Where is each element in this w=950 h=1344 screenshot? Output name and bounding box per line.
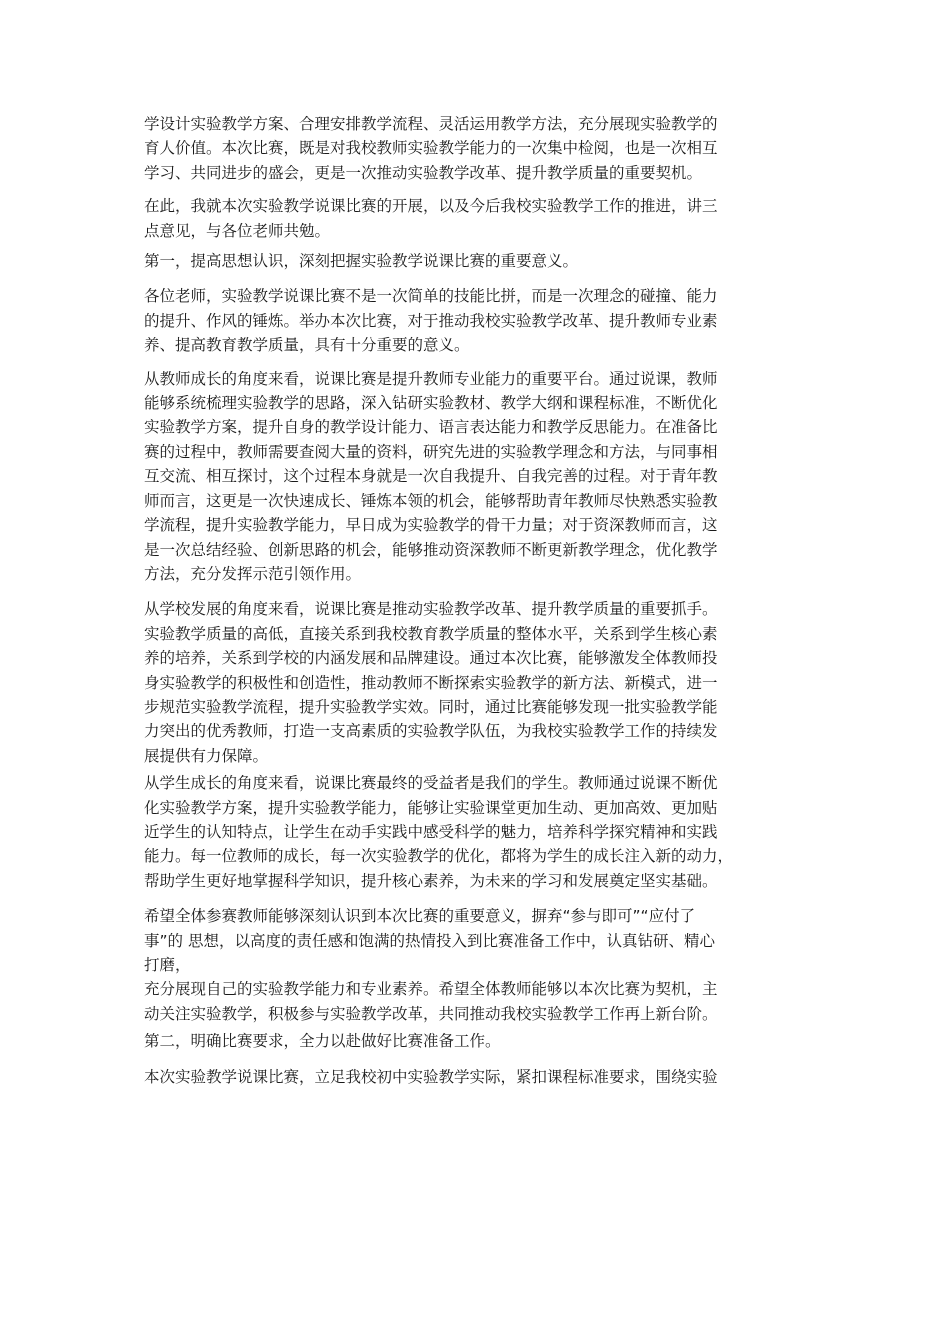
- paragraph-teacher-growth: 从教师成长的角度来看，说课比赛是提升教师专业能力的重要平台。通过说课，教师 能够系统梳理实验教学的思路，深入钻研实验教材、教学大纲和课程标准，不断优化 实验教学方案，提升自身的教学设计能力、语言表达能力和教学反思能力。在准备比 赛的过程中，教师需要查阅大量的资料，研究先进的实验教学理念和方法，与同事相 互交流、相互探讨，这个过程本身就是一次自我提升、自我完善的过程。对于青年教 师而言，这更是一次快速成长、锤炼本领的机会，能够帮助青年教师尽快熟悉实验教 学流程，提升实验教学能力，早日成为实验教学的骨干力量；对于资深教师而言，这 是一次总结经验、创新思路的机会，能够推动资深教师不断更新教学理念，优化教学 方法，充分发挥示范引领作用。: [144, 369, 718, 583]
- paragraph-significance: 各位老师，实验教学说课比赛不是一次简单的技能比拼，而是一次理念的碰撞、能力 的提升、作风的锤炼。举办本次比赛，对于推动我校实验教学改革、提升教师专业素 养、提高教育教学质量，具有十分重要的意义。: [144, 287, 718, 355]
- paragraph-student-growth: 从学生成长的角度来看，说课比赛最终的受益者是我们的学生。教师通过说课不断优 化实验教学方案，提升实验教学能力，能够让实验课堂更加生动、更加高效、更加贴 近学生的认知特点，让学生在动手实践中感受科学的魅力，培养科学探究精神和实践 能力。每一位教师的成长，每一次实验教学的优化，都将为学生的成长注入新的动力， 帮助学生更好地掌握科学知识，提升核心素养，为未来的学习和发展奠定坚实基础。: [144, 774, 734, 890]
- paragraph-intro: 在此，我就本次实验教学说课比赛的开展，以及今后我校实验教学工作的推进，讲三 点意见，与各位老师共勉。: [144, 197, 718, 240]
- paragraph-competition-basis: 本次实验教学说课比赛，立足我校初中实验教学实际，紧扣课程标准要求，围绕实验: [144, 1067, 718, 1086]
- section-heading-second: 第二，明确比赛要求，全力以赴做好比赛准备工作。: [144, 1032, 501, 1051]
- paragraph-opening-continuation: 学设计实验教学方案、合理安排教学流程、灵活运用教学方法，充分展现实验教学的 育人价值。本次比赛，既是对我校教师实验教学能力的一次集中检阅，也是一次相互 学习、共同进步的盛会，更是一次推动实验教学改革、提升教学质量的重要契机。: [144, 115, 718, 182]
- section-heading-first: 第一，提高思想认识，深刻把握实验教学说课比赛的重要意义。: [144, 252, 579, 271]
- paragraph-expectation: 希望全体参赛教师能够深刻认识到本次比赛的重要意义，摒弃“参与即可”“应付了 事”的 思想，以高度的责任感和饱满的热情投入到比赛准备工作中，认真钻研、精心 打磨， 充分展现自己的实验教学能力和专业素养。希望全体教师能够以本次比赛为契机，主 动关注实验教学，积极参与实验教学改革，共同推动我校实验教学工作再上新台阶。: [144, 907, 718, 1023]
- paragraph-school-development: 从学校发展的角度来看，说课比赛是推动实验教学改革、提升教学质量的重要抓手。 实验教学质量的高低，直接关系到我校教育教学质量的整体水平，关系到学生核心素 养的培养，关系到学校的内涵发展和品牌建设。通过本次比赛，能够激发全体教师投 身实验教学的积极性和创造性，推动教师不断探索实验教学的新方法、新模式，进一 步规范实验教学流程，提升实验教学实效。同时，通过比赛能够发现一批实验教学能 力突出的优秀教师，打造一支高素质的实验教学队伍，为我校实验教学工作的持续发 展提供有力保障。: [144, 600, 718, 765]
- document-body: [144, 112, 814, 1089]
